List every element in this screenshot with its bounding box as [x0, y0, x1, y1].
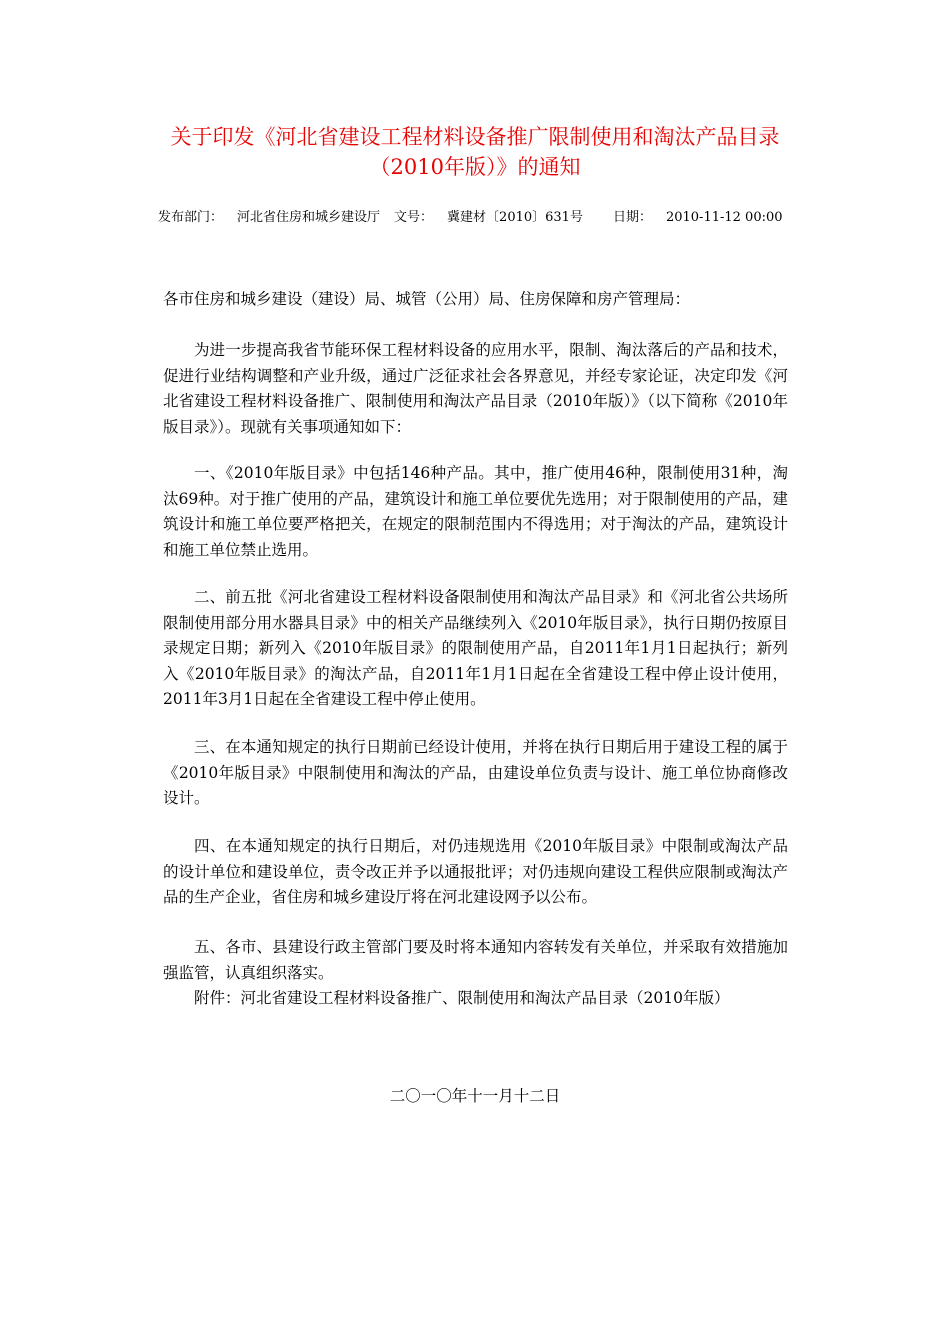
- dept-value: 河北省住房和城乡建设厅: [237, 210, 381, 225]
- attachment-line: 附件：河北省建设工程材料设备推广、限制使用和淘汰产品目录（2010年版）: [194, 989, 730, 1007]
- item-2-paragraph: 二、前五批《河北省建设工程材料设备限制使用和淘汰产品目录》和《河北省公共场所限制使用部分用水器具目录》中的相关产品继续列入《2010年版目录》，执行日期仍按原目录规定日期；新列入《2010年版目录》的限制使用产品，自2011年1月1日起执行；新列入《2010年版目录》的淘汰产品，自2011年1月1日起在全省建设工程中停止设计使用，2011年3月1日起在全省建设工程中停止使用。: [163, 588, 788, 708]
- item-1-section: [163, 461, 788, 563]
- issue-date: 二〇一〇年十一月十二日: [389, 1087, 561, 1105]
- item-3-paragraph: 三、在本通知规定的执行日期前已经设计使用，并将在执行日期后用于建设工程的属于《2010年版目录》中限制使用和淘汰的产品，由建设单位负责与设计、施工单位协商修改设计。: [163, 738, 788, 807]
- item-4-paragraph: 四、在本通知规定的执行日期后，对仍违规选用《2010年版目录》中限制或淘汰产品的设计单位和建设单位，责令改正并予以通报批评；对仍违规向建设工程供应限制或淘汰产品的生产企业，省住房和城乡建设厅将在河北建设网予以公布。: [163, 837, 788, 906]
- item-5-paragraph: 五、各市、县建设行政主管部门要及时将本通知内容转发有关单位，并采取有效措施加强监管，认真组织落实。: [163, 938, 788, 982]
- title-line-2: （2010年版）》的通知: [369, 155, 581, 179]
- intro-paragraph: 为进一步提高我省节能环保工程材料设备的应用水平，限制、淘汰落后的产品和技术，促进行业结构调整和产业升级，通过广泛征求社会各界意见，并经专家论证，决定印发《河北省建设工程材料设备推广、限制使用和淘汰产品目录（2010年版）》（以下简称《2010年版目录》）。现就有关事项通知如下：: [163, 341, 788, 436]
- addressee: 各市住房和城乡建设（建设）局、城管（公用）局、住房保障和房产管理局：: [163, 290, 691, 308]
- item-1-paragraph: 一、《2010年版目录》中包括146种产品。其中，推广使用46种，限制使用31种，淘汰69种。对于推广使用的产品，建筑设计和施工单位要优先选用；对于限制使用的产品，建筑设计和施工单位要严格把关，在规定的限制范围内不得选用；对于淘汰的产品，建筑设计和施工单位禁止选用。: [163, 464, 788, 559]
- item-3-section: [163, 735, 788, 812]
- doc-no-label: 文号：: [394, 210, 434, 225]
- date-value: 2010-11-12 00:00: [665, 210, 783, 225]
- item-5-section: [163, 935, 788, 1012]
- document-title: [150, 122, 800, 182]
- item-2-section: [163, 585, 788, 713]
- dept-label: 发布部门：: [158, 210, 224, 225]
- date-label: 日期：: [612, 210, 652, 225]
- doc-no-value: 冀建材〔2010〕631号: [447, 210, 583, 225]
- intro-section: [163, 338, 788, 440]
- document-meta: [158, 208, 783, 228]
- item-4-section: [163, 834, 788, 911]
- title-line-1: 关于印发《河北省建设工程材料设备推广限制使用和淘汰产品目录: [170, 125, 780, 149]
